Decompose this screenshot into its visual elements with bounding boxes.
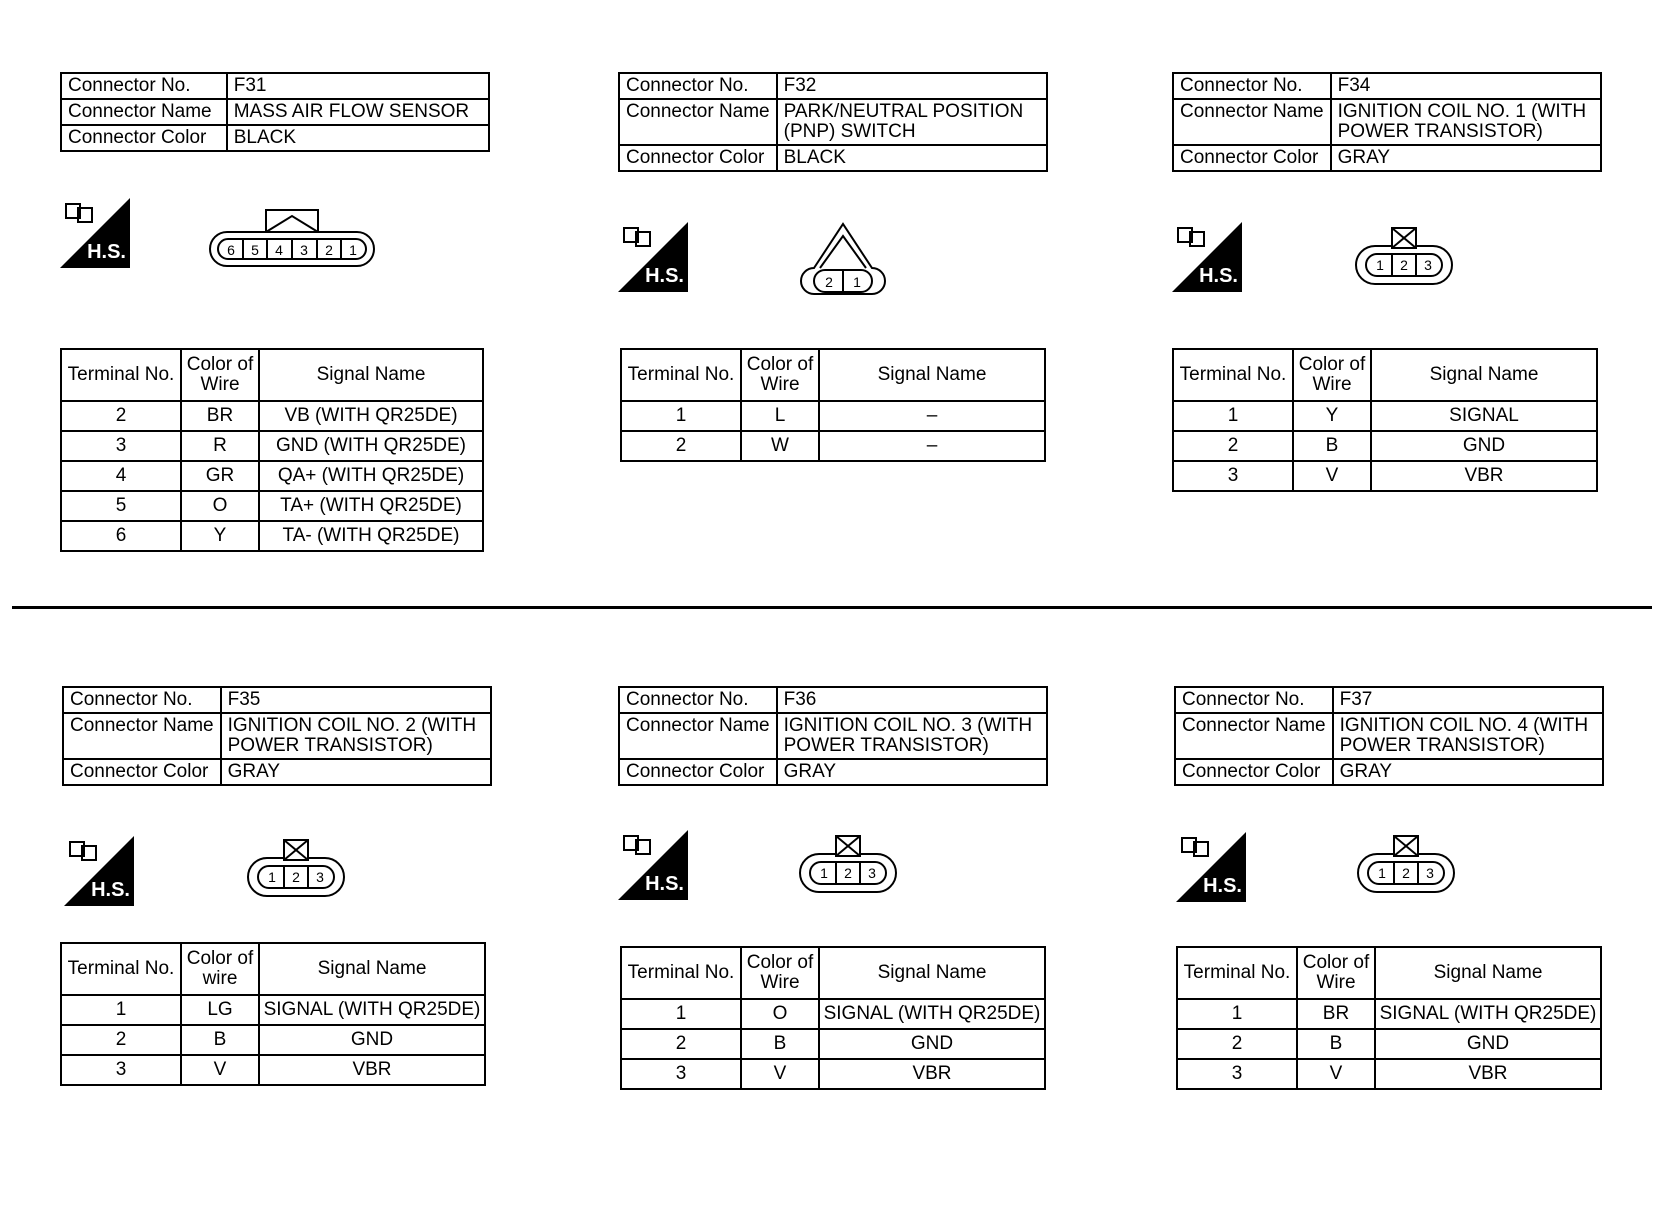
signal-name-header: Signal Name xyxy=(259,349,483,401)
pin-6-label: 6 xyxy=(227,242,235,258)
harness-side-icon xyxy=(618,222,688,292)
pin-3-label: 3 xyxy=(1424,257,1432,273)
connector-no-label: Connector No. xyxy=(1173,73,1331,99)
connector-color-label: Connector Color xyxy=(61,125,227,151)
pin-1-label: 1 xyxy=(1378,865,1386,881)
pin-3-label: 3 xyxy=(1426,865,1434,881)
signal-cell: GND xyxy=(259,1025,485,1055)
connector-info-table-f32 xyxy=(618,72,1048,172)
connector-no-label: Connector No. xyxy=(1175,687,1333,713)
table-row xyxy=(61,491,483,521)
connector-name-value: PARK/NEUTRAL POSITION (PNP) SWITCH xyxy=(777,99,1047,145)
pin-4-label: 4 xyxy=(275,242,283,258)
wire-color-cell: GR xyxy=(181,461,259,491)
terminal-no-header: Terminal No. xyxy=(621,349,741,401)
connector-no-label: Connector No. xyxy=(619,687,777,713)
table-row xyxy=(61,401,483,431)
terminal-no-header: Terminal No. xyxy=(61,349,181,401)
connector-info-table-f31 xyxy=(60,72,490,152)
pin-2-label: 2 xyxy=(844,865,852,881)
connector-color-value: BLACK xyxy=(777,145,1047,171)
wire-color-cell: L xyxy=(741,401,819,431)
wire-color-cell: O xyxy=(181,491,259,521)
connector-info-table-f34 xyxy=(1172,72,1602,172)
terminal-table-f32 xyxy=(620,348,1046,462)
table-row xyxy=(621,999,1045,1029)
terminal-cell: 3 xyxy=(61,1055,181,1085)
pin-1-label: 1 xyxy=(820,865,828,881)
hs-label: H.S. xyxy=(645,265,684,287)
connector-color-label: Connector Color xyxy=(1173,145,1331,171)
signal-cell: GND xyxy=(819,1029,1045,1059)
table-row xyxy=(621,401,1045,431)
table-row xyxy=(1173,461,1597,491)
table-row xyxy=(61,995,485,1025)
terminal-cell: 3 xyxy=(1177,1059,1297,1089)
signal-cell: VB (WITH QR25DE) xyxy=(259,401,483,431)
pin-3-label: 3 xyxy=(316,869,324,885)
pin-3-label: 3 xyxy=(868,865,876,881)
signal-cell: SIGNAL xyxy=(1371,401,1597,431)
connector-color-value: GRAY xyxy=(1333,759,1603,785)
connector-no-value: F34 xyxy=(1331,73,1601,99)
signal-cell: – xyxy=(819,401,1045,431)
connector-color-value: BLACK xyxy=(227,125,489,151)
terminal-cell: 4 xyxy=(61,461,181,491)
table-row xyxy=(621,431,1045,461)
wire-color-cell: B xyxy=(181,1025,259,1055)
signal-cell: GND (WITH QR25DE) xyxy=(259,431,483,461)
signal-cell: QA+ (WITH QR25DE) xyxy=(259,461,483,491)
signal-name-header: Signal Name xyxy=(819,947,1045,999)
terminal-table-f34 xyxy=(1172,348,1598,492)
pin-5-label: 5 xyxy=(251,242,259,258)
pin-2-label: 2 xyxy=(1400,257,1408,273)
connector-name-label: Connector Name xyxy=(619,713,777,759)
harness-side-icon xyxy=(618,830,688,900)
terminal-cell: 1 xyxy=(1173,401,1293,431)
connector-no-label: Connector No. xyxy=(61,73,227,99)
wire-color-cell: R xyxy=(181,431,259,461)
color-of-wire-header: Color of Wire xyxy=(741,349,819,401)
connector-name-value: IGNITION COIL NO. 2 (WITH POWER TRANSISTOR) xyxy=(221,713,491,759)
harness-side-icon xyxy=(64,836,134,906)
section-divider xyxy=(12,606,1652,609)
terminal-no-header: Terminal No. xyxy=(1173,349,1293,401)
hs-label: H.S. xyxy=(91,879,130,901)
wire-color-cell: V xyxy=(1297,1059,1375,1089)
connector-name-label: Connector Name xyxy=(1175,713,1333,759)
connector-no-value: F31 xyxy=(227,73,489,99)
wire-color-cell: V xyxy=(181,1055,259,1085)
connector-face-diagram-f36 xyxy=(798,834,898,894)
terminal-table-f37 xyxy=(1176,946,1602,1090)
terminal-cell: 3 xyxy=(621,1059,741,1089)
wire-color-cell: V xyxy=(1293,461,1371,491)
wire-color-cell: Y xyxy=(181,521,259,551)
terminal-cell: 6 xyxy=(61,521,181,551)
pin-1-label: 1 xyxy=(268,869,276,885)
signal-cell: TA+ (WITH QR25DE) xyxy=(259,491,483,521)
wire-color-cell: B xyxy=(741,1029,819,1059)
terminal-table-f36 xyxy=(620,946,1046,1090)
connector-color-label: Connector Color xyxy=(619,759,777,785)
pin-2-label: 2 xyxy=(1402,865,1410,881)
terminal-no-header: Terminal No. xyxy=(621,947,741,999)
color-of-wire-header: Color of wire xyxy=(181,943,259,995)
connector-name-label: Connector Name xyxy=(1173,99,1331,145)
connector-name-label: Connector Name xyxy=(619,99,777,145)
signal-cell: – xyxy=(819,431,1045,461)
connector-no-value: F36 xyxy=(777,687,1047,713)
harness-side-icon xyxy=(1172,222,1242,292)
color-of-wire-header: Color of Wire xyxy=(1293,349,1371,401)
pin-2-label: 2 xyxy=(825,274,833,290)
connector-no-value: F35 xyxy=(221,687,491,713)
terminal-cell: 1 xyxy=(621,401,741,431)
terminal-cell: 1 xyxy=(1177,999,1297,1029)
connector-color-label: Connector Color xyxy=(619,145,777,171)
connector-name-label: Connector Name xyxy=(63,713,221,759)
terminal-cell: 3 xyxy=(61,431,181,461)
hs-label: H.S. xyxy=(87,241,126,263)
terminal-table-f35 xyxy=(60,942,486,1086)
harness-side-icon xyxy=(1176,832,1246,902)
table-row xyxy=(1177,999,1601,1029)
connector-info-table-f37 xyxy=(1174,686,1604,786)
hs-label: H.S. xyxy=(645,873,684,895)
connector-color-value: GRAY xyxy=(221,759,491,785)
connector-color-label: Connector Color xyxy=(63,759,221,785)
signal-cell: GND xyxy=(1371,431,1597,461)
terminal-cell: 2 xyxy=(61,401,181,431)
terminal-no-header: Terminal No. xyxy=(61,943,181,995)
signal-cell: VBR xyxy=(1375,1059,1601,1089)
connector-face-diagram-f31 xyxy=(208,204,378,268)
connector-color-value: GRAY xyxy=(1331,145,1601,171)
hs-label: H.S. xyxy=(1199,265,1238,287)
terminal-cell: 2 xyxy=(621,1029,741,1059)
table-row xyxy=(1173,401,1597,431)
connector-no-value: F37 xyxy=(1333,687,1603,713)
table-row xyxy=(61,1055,485,1085)
pin-2-label: 2 xyxy=(292,869,300,885)
terminal-no-header: Terminal No. xyxy=(1177,947,1297,999)
connector-name-label: Connector Name xyxy=(61,99,227,125)
terminal-cell: 2 xyxy=(1173,431,1293,461)
terminal-cell: 2 xyxy=(1177,1029,1297,1059)
signal-cell: TA- (WITH QR25DE) xyxy=(259,521,483,551)
connector-info-table-f35 xyxy=(62,686,492,786)
connector-face-diagram-f32 xyxy=(802,222,884,298)
signal-name-header: Signal Name xyxy=(1371,349,1597,401)
table-row xyxy=(61,431,483,461)
terminal-cell: 2 xyxy=(621,431,741,461)
wire-color-cell: V xyxy=(741,1059,819,1089)
signal-cell: GND xyxy=(1375,1029,1601,1059)
wire-color-cell: Y xyxy=(1293,401,1371,431)
connector-no-label: Connector No. xyxy=(63,687,221,713)
connector-color-label: Connector Color xyxy=(1175,759,1333,785)
table-row xyxy=(1177,1059,1601,1089)
signal-cell: VBR xyxy=(259,1055,485,1085)
signal-cell: SIGNAL (WITH QR25DE) xyxy=(259,995,485,1025)
signal-cell: SIGNAL (WITH QR25DE) xyxy=(1375,999,1601,1029)
connector-face-diagram-f35 xyxy=(246,838,346,898)
terminal-cell: 1 xyxy=(61,995,181,1025)
signal-name-header: Signal Name xyxy=(819,349,1045,401)
connector-no-value: F32 xyxy=(777,73,1047,99)
table-row xyxy=(61,461,483,491)
pin-1-label: 1 xyxy=(853,274,861,290)
table-row xyxy=(61,521,483,551)
terminal-cell: 2 xyxy=(61,1025,181,1055)
color-of-wire-header: Color of Wire xyxy=(1297,947,1375,999)
connector-face-diagram-f34 xyxy=(1354,226,1454,286)
pin-2-label: 2 xyxy=(325,242,333,258)
signal-name-header: Signal Name xyxy=(1375,947,1601,999)
table-row xyxy=(61,1025,485,1055)
connector-color-value: GRAY xyxy=(777,759,1047,785)
table-row xyxy=(1173,431,1597,461)
terminal-cell: 3 xyxy=(1173,461,1293,491)
color-of-wire-header: Color of Wire xyxy=(741,947,819,999)
connector-name-value: MASS AIR FLOW SENSOR xyxy=(227,99,489,125)
pin-3-label: 3 xyxy=(300,242,308,258)
wire-color-cell: BR xyxy=(181,401,259,431)
connector-name-value: IGNITION COIL NO. 3 (WITH POWER TRANSISTOR) xyxy=(777,713,1047,759)
pin-1-label: 1 xyxy=(349,242,357,258)
terminal-table-f31 xyxy=(60,348,484,552)
table-row xyxy=(621,1059,1045,1089)
terminal-cell: 1 xyxy=(621,999,741,1029)
wire-color-cell: LG xyxy=(181,995,259,1025)
connector-name-value: IGNITION COIL NO. 1 (WITH POWER TRANSISTOR) xyxy=(1331,99,1601,145)
table-row xyxy=(621,1029,1045,1059)
wire-color-cell: B xyxy=(1297,1029,1375,1059)
signal-cell: SIGNAL (WITH QR25DE) xyxy=(819,999,1045,1029)
terminal-cell: 5 xyxy=(61,491,181,521)
pin-1-label: 1 xyxy=(1376,257,1384,273)
signal-name-header: Signal Name xyxy=(259,943,485,995)
color-of-wire-header: Color of Wire xyxy=(181,349,259,401)
connector-no-label: Connector No. xyxy=(619,73,777,99)
table-row xyxy=(1177,1029,1601,1059)
connector-info-table-f36 xyxy=(618,686,1048,786)
wire-color-cell: B xyxy=(1293,431,1371,461)
wire-color-cell: BR xyxy=(1297,999,1375,1029)
connector-name-value: IGNITION COIL NO. 4 (WITH POWER TRANSISTOR) xyxy=(1333,713,1603,759)
signal-cell: VBR xyxy=(1371,461,1597,491)
wire-color-cell: W xyxy=(741,431,819,461)
connector-face-diagram-f37 xyxy=(1356,834,1456,894)
hs-label: H.S. xyxy=(1203,875,1242,897)
harness-side-icon xyxy=(60,198,130,268)
signal-cell: VBR xyxy=(819,1059,1045,1089)
wire-color-cell: O xyxy=(741,999,819,1029)
